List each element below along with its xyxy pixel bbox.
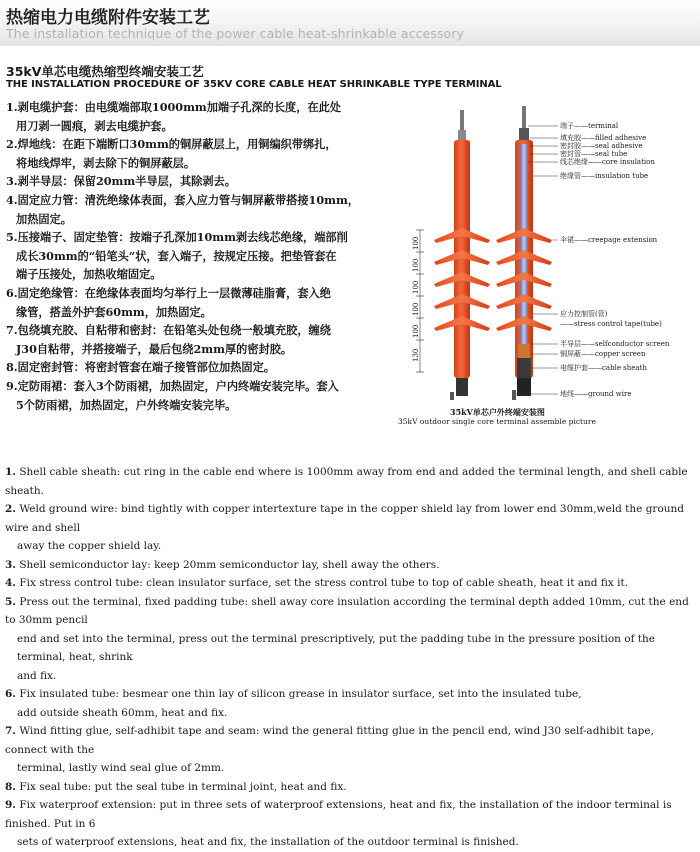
cn-step-line: 1.剥电缆护套：由电缆端部取1000mm加端子孔深的长度，在此处 — [6, 100, 341, 114]
label-cable-sheath: 电缆护套——cable sheath — [560, 364, 647, 372]
section-title-cn: 35kV单芯电缆热缩型终端安装工艺 — [6, 64, 204, 79]
en-step-text: Weld ground wire: bind tightly with copper intertexture tape in the copper shield lay from lower end 30mm,weld the ground wire and shell — [5, 503, 685, 534]
label-terminal: 端子——terminal — [560, 122, 619, 130]
en-step-cont: sets of waterproof extensions, heat and fix, the installation of the outdoor terminal is finished. — [17, 836, 519, 848]
en-step-cont: away the copper shield lay. — [17, 540, 162, 552]
cn-step-line: 9.定防雨裙：套入3个防雨裙，加热固定，户内终端安装完毕。套入 — [6, 378, 339, 393]
dimension-label: 130 — [412, 348, 420, 362]
en-step-num: 8. — [5, 780, 16, 793]
en-step — [5, 500, 697, 556]
label-core-insulation: 线芯绝缘——core insulation — [560, 158, 655, 166]
cutaway-terminal-right — [496, 106, 552, 400]
cn-step-line: 2.焊地线：在距下端断口30mm的铜屏蔽层上，用铜编织带绑扎， — [6, 137, 337, 152]
en-step-text: Fix seal tube: put the seal tube in terminal joint, heat and fix. — [19, 780, 347, 793]
en-step — [5, 796, 697, 852]
cn-step-line: 8.固定密封管：将密封管套在端子接管部位加热固定。 — [6, 360, 275, 375]
en-step-text: Shell cable sheath: cut ring in the cable end where is 1000mm away from end and added the terminal length, and shell cable sheath. — [5, 466, 688, 497]
cn-step-line: 缘管，搭盖外护套60mm，加热固定。 — [16, 304, 212, 319]
en-step-cont: terminal, lastly wind seal glue of 2mm. — [17, 762, 225, 774]
label-copper-screen: 铜屏蔽——copper screen — [560, 350, 646, 358]
en-step — [5, 722, 697, 778]
terminal-drawing — [398, 100, 698, 400]
en-step-text: Fix insulated tube: besmear one thin lay of silicon grease in insulator surface, set into the insulated tube, — [19, 688, 582, 700]
dimension-label: 100 — [412, 280, 420, 294]
label-seal-adhesive: 密封胶——seal adhesive — [560, 142, 643, 150]
en-step — [5, 593, 697, 686]
cn-steps-list — [6, 98, 368, 414]
dimension-label: 100 — [412, 324, 420, 338]
label-seal-tube: 密封管——seal tube — [560, 150, 628, 158]
cn-step-line: J30自粘带，并搭接端子，最后包绕2mm厚的密封胶。 — [16, 341, 293, 356]
cn-step-line: 7.包绕填充胶、自粘带和密封：在铅笔头处包绕一般填充胶，缠绕 — [6, 323, 331, 338]
label-insulation-tube: 绝缘管——insulation tube — [560, 172, 649, 180]
terminal-assembly-diagram — [398, 100, 698, 430]
en-step — [5, 463, 697, 500]
page-header — [0, 0, 700, 46]
en-step-cont: end and set into the terminal, press out the terminal prescriptively, put the padding tube in the pressure position of the terminal, heat, shrink — [17, 632, 655, 663]
en-step-num: 6. — [5, 688, 16, 700]
diagram-caption-en: 35kV outdoor single core terminal assemble picture — [398, 417, 596, 426]
cn-step-line: 5.压接端子、固定垫管：按端子孔深加10mm剥去线芯绝缘，端部削 — [6, 230, 348, 245]
section-title-en: THE INSTALLATION PROCEDURE OF 35KV CORE CABLE HEAT SHRINKABLE TYPE TERMINAL — [6, 79, 502, 90]
en-step-num: 5. — [5, 595, 16, 608]
en-step-num: 4. — [5, 577, 16, 589]
en-step-text: Fix waterproof extension: put in three sets of waterproof extensions, heat and fix, the installation of the indoor terminal is finished. Put in 6 — [5, 799, 672, 830]
dimension-label: 100 — [412, 302, 420, 316]
en-steps-list — [5, 463, 697, 852]
en-step — [5, 574, 697, 593]
cn-step-line: 将地线焊牢，剥去除下的铜屏蔽层。 — [16, 155, 196, 170]
cn-step-line: 加热固定。 — [16, 211, 72, 226]
en-step-text: Wind fitting glue, self-adhibit tape and seam: wind the general fitting glue in the pencil end, wind J30 self-adhibit tape, connect with the — [5, 725, 654, 756]
en-step-num: 9. — [5, 799, 16, 811]
label-stress-control-cn: 应力控制管(管) — [560, 310, 608, 318]
en-step — [5, 685, 697, 722]
en-step-text: Press out the terminal, fixed padding tube: shell away core insulation according the terminal depth added 10mm, cut the end to 30mm pencil — [5, 595, 689, 626]
en-step-cont: and fix. — [17, 669, 57, 682]
en-step-num: 7. — [5, 725, 16, 737]
cn-step-line: 6.固定绝缘管：在绝缘体表面均匀举行上一层微薄硅脂膏，套入绝 — [6, 285, 331, 300]
label-ground-wire: 地线——ground wire — [560, 390, 632, 398]
cn-step-line: 5个防雨裙，加热固定，户外终端安装完毕。 — [16, 397, 237, 412]
en-step-num: 1. — [5, 466, 16, 478]
dimension-label: 100 — [412, 258, 420, 272]
label-creepage-extension: 伞裙——creepage extension — [560, 236, 658, 244]
dimension-label: 100 — [412, 236, 420, 250]
page-title-cn: 热缩电力电缆附件安装工艺 — [6, 8, 210, 28]
label-selfconductor-screen: 半导层——selfconductor screen — [560, 340, 670, 348]
diagram-caption-cn: 35kV单芯户外终端安装图 — [450, 407, 545, 417]
cn-step-line: 成长30mm的“铅笔头”状，套入端子，按规定压接。把垫管套在 — [16, 248, 337, 263]
cn-step-line: 用刀剥一圆痕，剥去电缆护套。 — [16, 118, 173, 133]
en-step-cont: add outside sheath 60mm, heat and fix. — [17, 706, 228, 719]
en-step-num: 3. — [5, 558, 16, 571]
en-step — [5, 556, 697, 575]
en-step-num: 2. — [5, 503, 16, 515]
cn-step-line: 3.剥半导层：保留20mm半导层，其除剥去。 — [6, 174, 236, 189]
label-stress-control-en: ——stress control tape(tube) — [560, 320, 662, 328]
cn-step-line: 4.固定应力管：清洗绝缘体表面，套入应力管与铜屏蔽带搭接10mm， — [6, 192, 359, 207]
outdoor-terminal-left — [434, 110, 490, 400]
page-title-en: The installation technique of the power cable heat-shrinkable accessory — [6, 26, 465, 41]
en-step-text: Shell semiconductor lay: keep 20mm semiconductor lay, shell away the others. — [19, 558, 440, 571]
cn-step-line: 端子压接处，加热收缩固定。 — [16, 267, 162, 282]
en-step — [5, 778, 697, 797]
label-filled-adhesive: 填充胶——filled adhesive — [560, 134, 647, 142]
en-step-text: Fix stress control tube: clean insulator surface, set the stress control tube to top of cable sheath, heat it and fix it. — [19, 577, 629, 589]
